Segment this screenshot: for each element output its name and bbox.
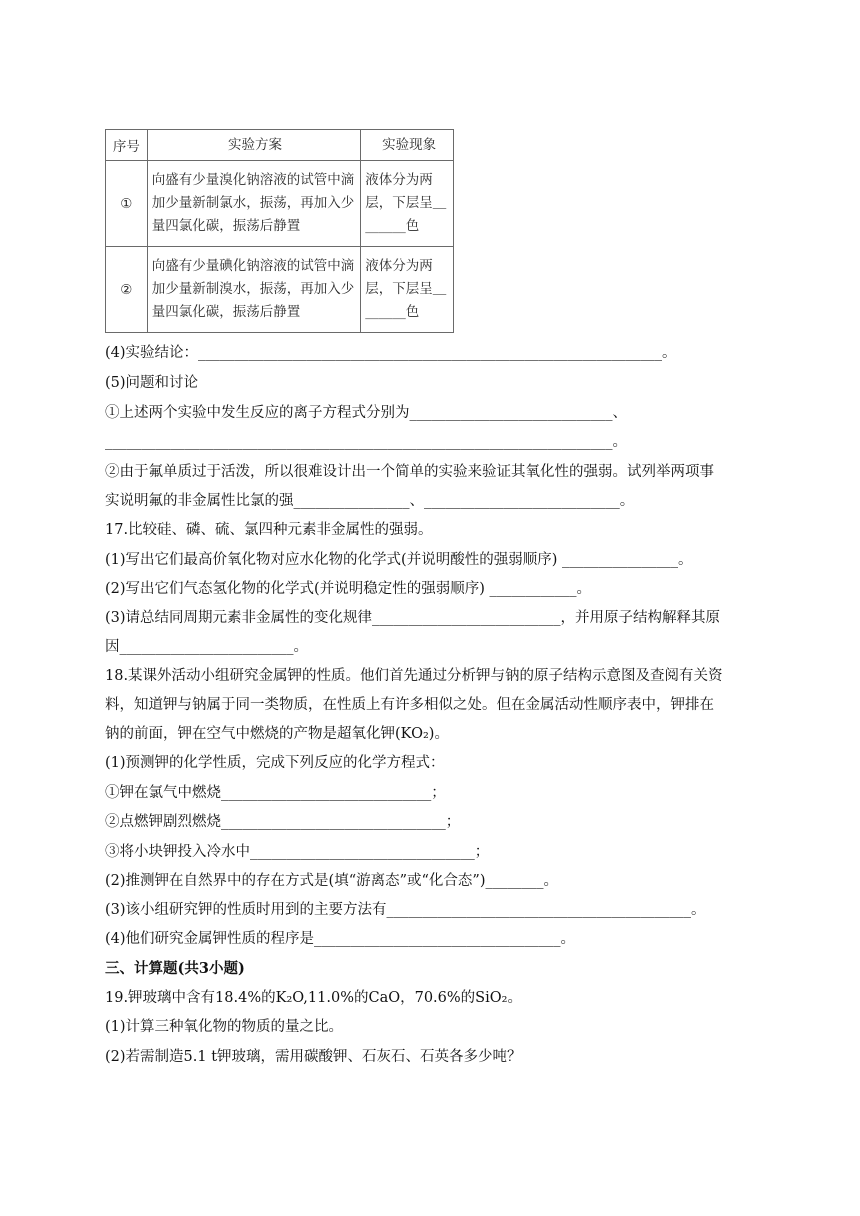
q18-1-c: ③将小块钾投入冷水中_______________________________； bbox=[105, 844, 490, 860]
q18-2: (2)推测钾在自然界中的存在方式是(填“游离态”或“化合态”)________。 bbox=[105, 873, 559, 889]
row-plan: 向盛有少量溴化钠溶液的试管中滴加少量新制氯水，振荡，再加入少量四氯化碳，振荡后静置 bbox=[147, 161, 361, 247]
q18-stem-line3: 钠的前面，钾在空气中燃烧的产物是超氧化钾(KO₂)。 bbox=[105, 726, 449, 742]
q17-3-line1: (3)请总结同周期元素非金属性的变化规律__________________________，并用原子结构解释其原 bbox=[105, 610, 721, 626]
q18-4: (4)他们研究金属钾性质的程序是__________________________________。 bbox=[105, 931, 576, 947]
q18-3: (3)该小组研究钾的性质时用到的主要方法有__________________________________________。 bbox=[105, 902, 706, 918]
section-calculation-heading: 三、计算题(共3小题) bbox=[105, 960, 245, 977]
experiment-table bbox=[105, 129, 454, 333]
row-no: ① bbox=[106, 161, 148, 247]
q16-4-conclusion: (4)实验结论：________________________________________________________________。 bbox=[105, 345, 677, 361]
q18-1-a: ①钾在氯气中燃烧_____________________________； bbox=[105, 785, 446, 801]
q16-5-2-line1: ②由于氟单质过于活泼，所以很难设计出一个简单的实验来验证其氧化性的强弱。试列举两项事 bbox=[105, 464, 714, 480]
header-plan: 实验方案 bbox=[147, 130, 361, 161]
q16-5-2-line2: 实说明氟的非金属性比氯的强________________、___________________________。 bbox=[105, 493, 635, 509]
q19-2: (2)若需制造5.1 t钾玻璃，需用碳酸钾、石灰石、石英各多少吨？ bbox=[105, 1049, 522, 1065]
row-no: ② bbox=[106, 247, 148, 333]
q18-1-b: ②点燃钾剧烈燃烧_______________________________； bbox=[105, 814, 461, 830]
header-no: 序号 bbox=[106, 130, 148, 161]
header-phenomenon: 实验现象 bbox=[361, 130, 454, 161]
q18-stem-line1: 18.某课外活动小组研究金属钾的性质。他们首先通过分析钾与钠的原子结构示意图及查阅有关资 bbox=[105, 668, 723, 684]
q19-1: (1)计算三种氧化物的物质的量之比。 bbox=[105, 1019, 344, 1035]
q16-5-1-line2: ______________________________________________________________________。 bbox=[105, 434, 627, 450]
q18-stem-line2: 料，知道钾与钠属于同一类物质，在性质上有许多相似之处。但在金属活动性顺序表中，钾排在 bbox=[105, 697, 714, 713]
table-row bbox=[106, 247, 454, 333]
table-row bbox=[106, 161, 454, 247]
q17-2: (2)写出它们气态氢化物的化学式(并说明稳定性的强弱顺序) ____________。 bbox=[105, 581, 591, 597]
row-phenomenon: 液体分为两层，下层呈＿______色 bbox=[361, 247, 454, 333]
q18-1: (1)预测钾的化学性质，完成下列反应的化学方程式： bbox=[105, 755, 445, 771]
q17-1: (1)写出它们最高价氧化物对应水化物的化学式(并说明酸性的强弱顺序) ________________。 bbox=[105, 552, 693, 568]
q17-3-line2: 因________________________。 bbox=[105, 639, 308, 655]
q17-stem: 17.比较硅、磷、硫、氯四种元素非金属性的强弱。 bbox=[105, 522, 433, 538]
row-plan: 向盛有少量碘化钠溶液的试管中滴加少量新制溴水，振荡，再加入少量四氯化碳，振荡后静置 bbox=[147, 247, 361, 333]
q19-stem: 19.钾玻璃中含有18.4%的K₂O,11.0%的CaO，70.6%的SiO₂。 bbox=[105, 990, 522, 1006]
q16-5-1-line1: ①上述两个实验中发生反应的离子方程式分别为____________________________、 bbox=[105, 405, 627, 421]
row-phenomenon: 液体分为两层，下层呈＿______色 bbox=[361, 161, 454, 247]
q16-5-discussion: (5)问题和讨论 bbox=[105, 375, 199, 391]
